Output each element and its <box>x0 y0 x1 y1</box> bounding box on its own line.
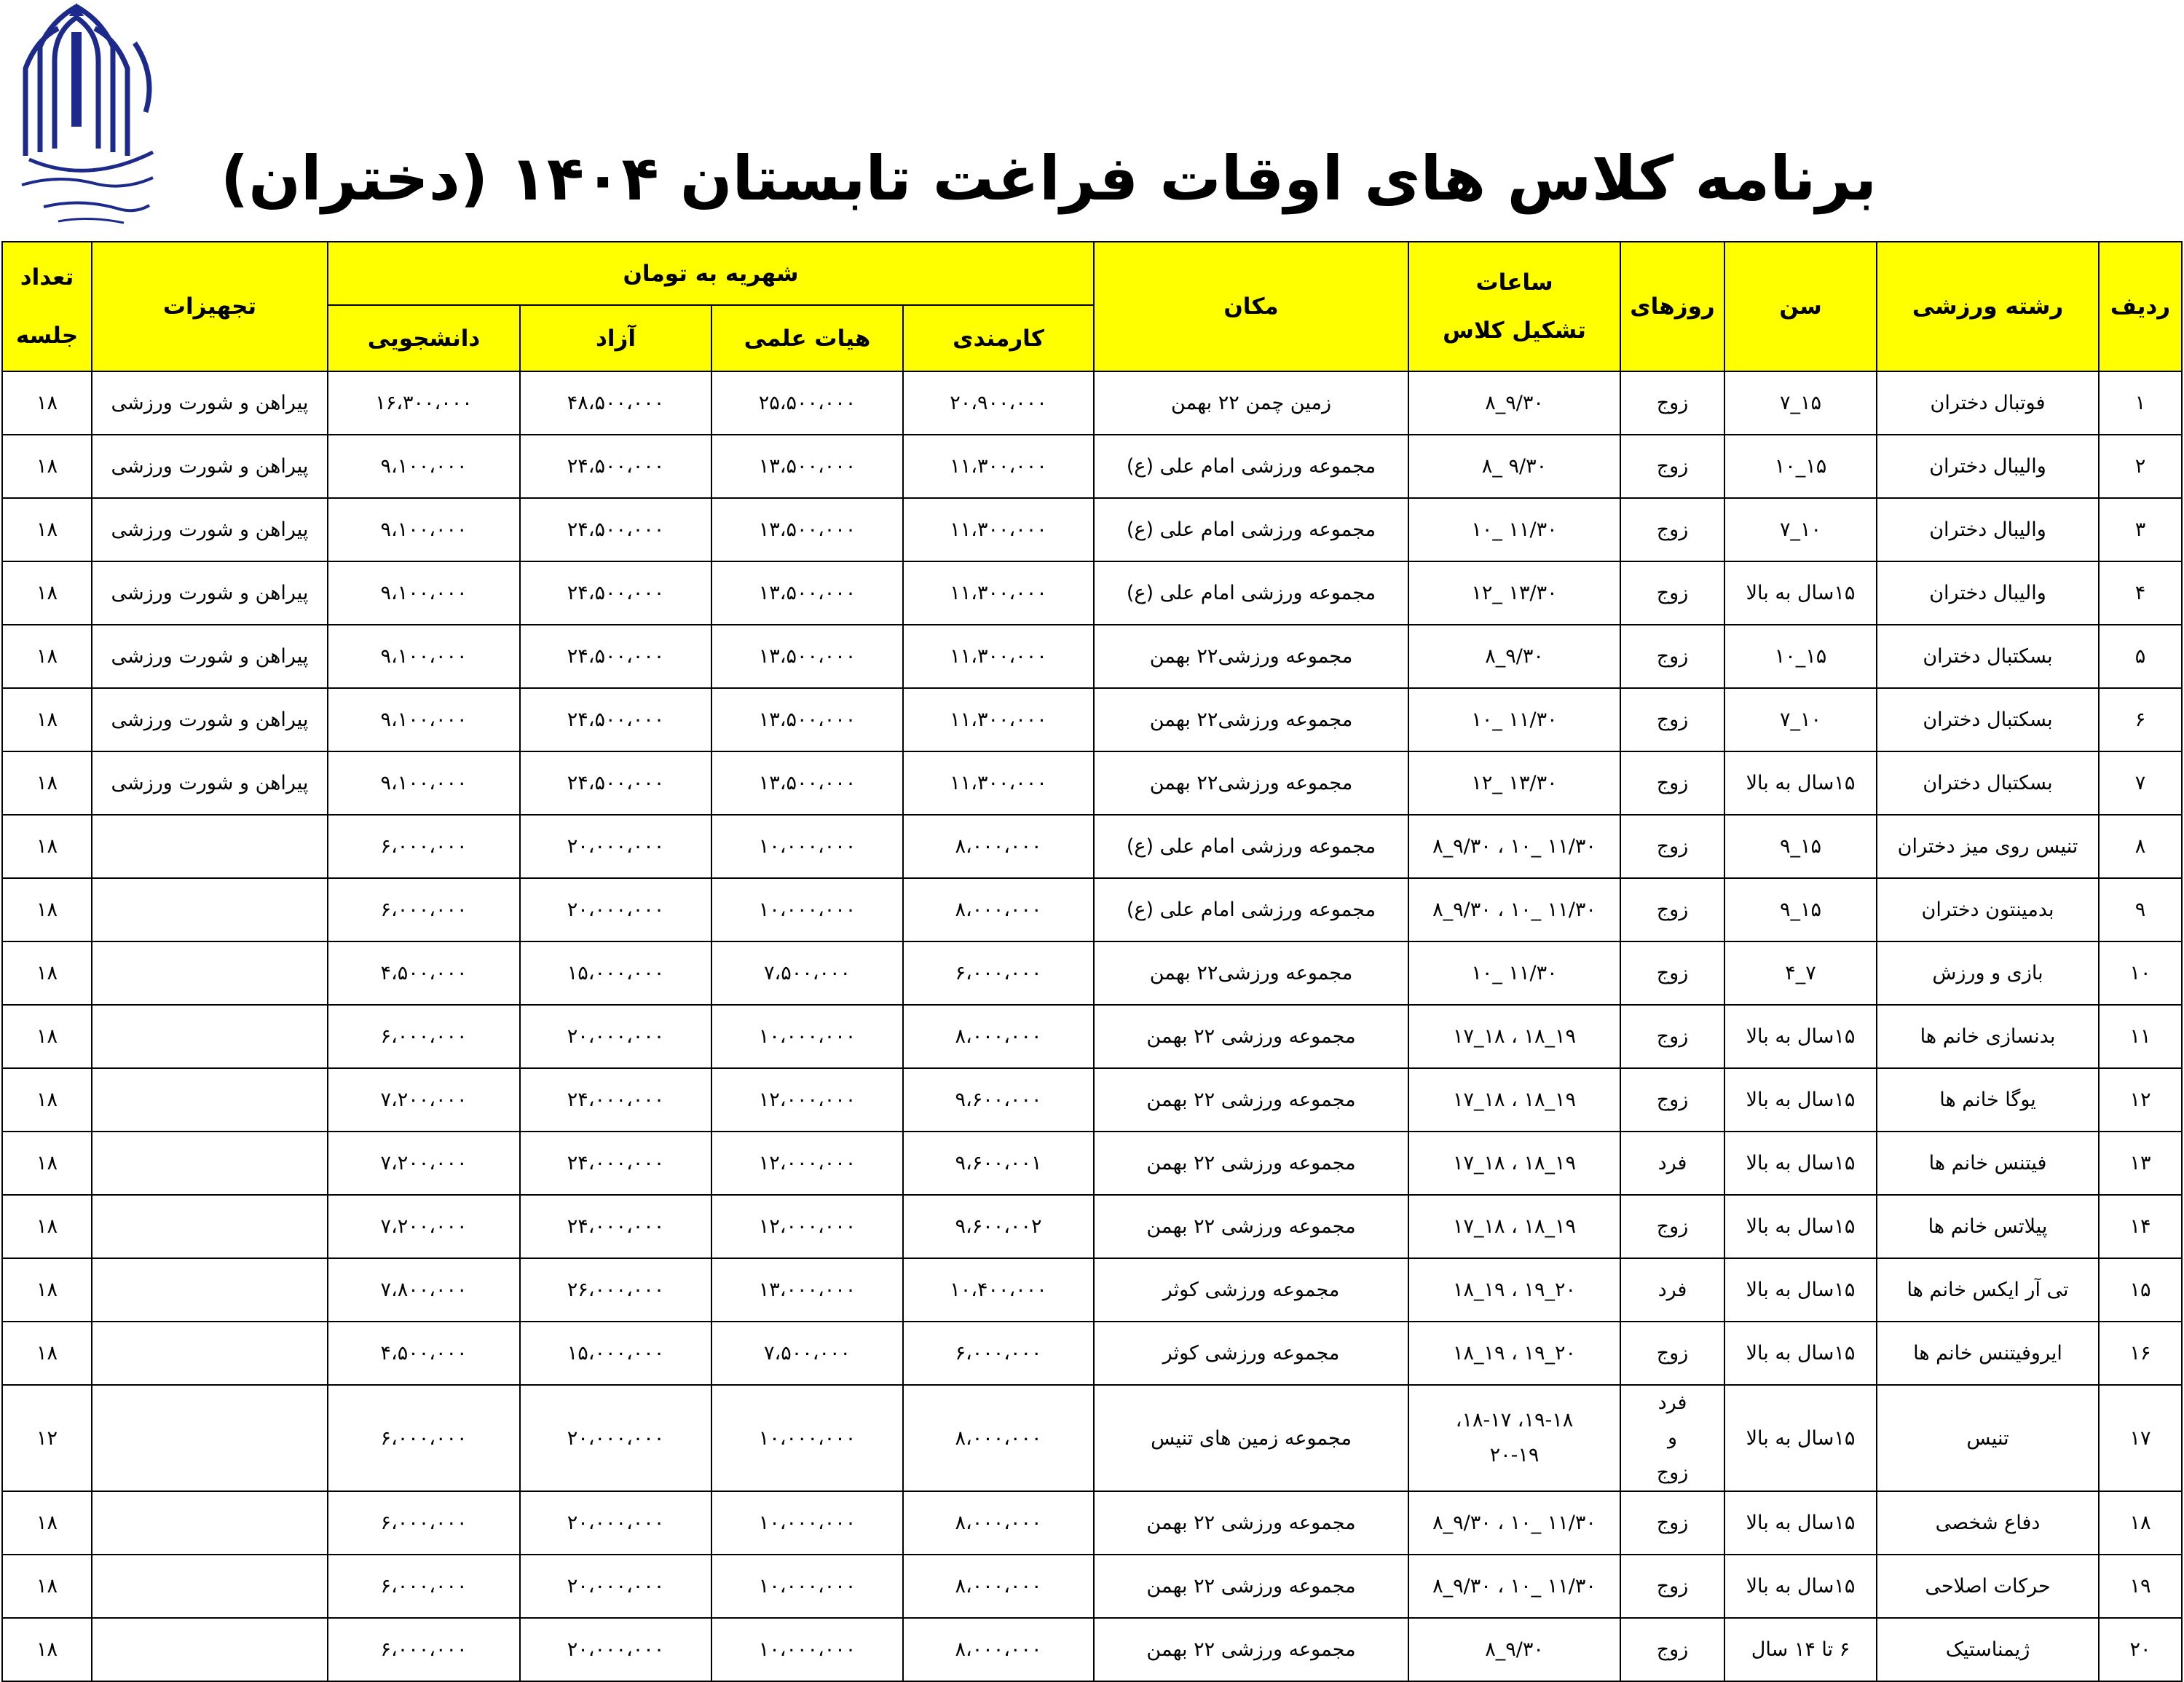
days-cell: زوج <box>1620 878 1724 941</box>
hours-cell: ۹/۳۰ _۸ <box>1408 435 1620 498</box>
row-number-cell: ۱۰ <box>2099 941 2182 1005</box>
row-number-cell: ۱۱ <box>2099 1005 2182 1068</box>
sessions-cell: ۱۸ <box>2 1491 92 1555</box>
fee-staff-cell: ۱۱،۳۰۰،۰۰۰ <box>903 498 1094 561</box>
place-cell: مجموعه ورزشی ۲۲ بهمن <box>1094 1555 1408 1618</box>
fee-faculty-cell: ۱۳،۵۰۰،۰۰۰ <box>711 688 903 751</box>
header-sport: رشته ورزشی <box>1877 242 2099 371</box>
header-fee-student: دانشجویی <box>328 305 520 371</box>
fee-student-cell: ۶،۰۰۰،۰۰۰ <box>328 1491 520 1555</box>
header-row <box>2 242 2182 305</box>
place-cell: مجموعه ورزشی کوثر <box>1094 1322 1408 1385</box>
fee-student-cell: ۴،۵۰۰،۰۰۰ <box>328 941 520 1005</box>
table-row <box>2 751 2182 815</box>
header-place: مکان <box>1094 242 1408 371</box>
table-row <box>2 1068 2182 1132</box>
header-fee-group: شهریه به تومان <box>328 242 1094 305</box>
fee-faculty-cell: ۱۰،۰۰۰،۰۰۰ <box>711 1555 903 1618</box>
fee-faculty-cell: ۱۳،۵۰۰،۰۰۰ <box>711 751 903 815</box>
days-cell: زوج <box>1620 1618 1724 1681</box>
table-row <box>2 625 2182 688</box>
place-cell: مجموعه ورزشی۲۲ بهمن <box>1094 625 1408 688</box>
sessions-cell: ۱۸ <box>2 498 92 561</box>
fee-student-cell: ۶،۰۰۰،۰۰۰ <box>328 1005 520 1068</box>
row-number-cell: ۵ <box>2099 625 2182 688</box>
hours-cell: ۲۰_۱۹ ، ۱۹_۱۸ <box>1408 1258 1620 1322</box>
sport-cell: فیتنس خانم ها <box>1877 1132 2099 1195</box>
table-row <box>2 1195 2182 1258</box>
header-sessions <box>2 242 92 371</box>
sessions-cell: ۱۸ <box>2 751 92 815</box>
days-cell: زوج <box>1620 561 1724 625</box>
row-number-cell: ۲۰ <box>2099 1618 2182 1681</box>
place-cell: مجموعه ورزشی کوثر <box>1094 1258 1408 1322</box>
fee-faculty-cell: ۱۰،۰۰۰،۰۰۰ <box>711 878 903 941</box>
fee-faculty-cell: ۱۳،۵۰۰،۰۰۰ <box>711 561 903 625</box>
fee-free-cell: ۲۰،۰۰۰،۰۰۰ <box>520 1385 711 1491</box>
fee-student-cell: ۷،۸۰۰،۰۰۰ <box>328 1258 520 1322</box>
days-cell: زوج <box>1620 688 1724 751</box>
equipment-cell <box>92 1385 328 1491</box>
fee-staff-cell: ۸،۰۰۰،۰۰۰ <box>903 1491 1094 1555</box>
table-row <box>2 1005 2182 1068</box>
age-cell: ۱۵سال به بالا <box>1724 1132 1877 1195</box>
fee-student-cell: ۹،۱۰۰،۰۰۰ <box>328 751 520 815</box>
row-number-cell: ۸ <box>2099 815 2182 878</box>
table-row <box>2 941 2182 1005</box>
equipment-cell <box>92 1618 328 1681</box>
fee-student-cell: ۶،۰۰۰،۰۰۰ <box>328 878 520 941</box>
fee-faculty-cell: ۷،۵۰۰،۰۰۰ <box>711 941 903 1005</box>
table-row <box>2 1132 2182 1195</box>
fee-free-cell: ۲۶،۰۰۰،۰۰۰ <box>520 1258 711 1322</box>
hours-cell: ۱۱/۳۰ _۱۰ <box>1408 941 1620 1005</box>
sessions-cell: ۱۸ <box>2 815 92 878</box>
age-cell: ۱۵سال به بالا <box>1724 1258 1877 1322</box>
sessions-cell: ۱۸ <box>2 1132 92 1195</box>
equipment-cell <box>92 815 328 878</box>
table-row <box>2 878 2182 941</box>
row-number-cell: ۱۶ <box>2099 1322 2182 1385</box>
place-cell: مجموعه ورزشی ۲۲ بهمن <box>1094 1491 1408 1555</box>
sessions-cell: ۱۸ <box>2 435 92 498</box>
fee-free-cell: ۲۴،۵۰۰،۰۰۰ <box>520 751 711 815</box>
fee-staff-cell: ۸،۰۰۰،۰۰۰ <box>903 1618 1094 1681</box>
table-row <box>2 498 2182 561</box>
row-number-cell: ۶ <box>2099 688 2182 751</box>
fee-student-cell: ۶،۰۰۰،۰۰۰ <box>328 1618 520 1681</box>
hours-cell: ۱۹_۱۸ ، ۱۸_۱۷ <box>1408 1132 1620 1195</box>
header-hours-label: ساعات تشکیل کلاس <box>1443 269 1586 344</box>
fee-faculty-cell: ۱۰،۰۰۰،۰۰۰ <box>711 1385 903 1491</box>
sport-cell: والیبال دختران <box>1877 561 2099 625</box>
fee-staff-cell: ۱۰،۴۰۰،۰۰۰ <box>903 1258 1094 1322</box>
sessions-cell: ۱۸ <box>2 625 92 688</box>
age-cell: ۱۵سال به بالا <box>1724 1491 1877 1555</box>
days-cell: زوج <box>1620 1068 1724 1132</box>
fee-free-cell: ۲۴،۵۰۰،۰۰۰ <box>520 688 711 751</box>
fee-free-cell: ۴۸،۵۰۰،۰۰۰ <box>520 371 711 435</box>
days-cell: زوج <box>1620 751 1724 815</box>
age-cell: ۱۵سال به بالا <box>1724 1322 1877 1385</box>
fee-free-cell: ۱۵،۰۰۰،۰۰۰ <box>520 941 711 1005</box>
days-cell: زوج <box>1620 498 1724 561</box>
sport-cell: تنیس <box>1877 1385 2099 1491</box>
age-cell: ۱۵سال به بالا <box>1724 751 1877 815</box>
equipment-cell: پیراهن و شورت ورزشی <box>92 498 328 561</box>
place-cell: مجموعه ورزشی ۲۲ بهمن <box>1094 1618 1408 1681</box>
age-cell: ۱۵سال به بالا <box>1724 1555 1877 1618</box>
fee-free-cell: ۲۰،۰۰۰،۰۰۰ <box>520 878 711 941</box>
sessions-cell: ۱۸ <box>2 688 92 751</box>
sport-cell: تی آر ایکس خانم ها <box>1877 1258 2099 1322</box>
days-cell: زوج <box>1620 371 1724 435</box>
fee-staff-cell: ۸،۰۰۰،۰۰۰ <box>903 1005 1094 1068</box>
sport-cell: یوگا خانم ها <box>1877 1068 2099 1132</box>
fee-student-cell: ۴،۵۰۰،۰۰۰ <box>328 1322 520 1385</box>
hours-cell: ۲۰_۱۹ ، ۱۹_۱۸ <box>1408 1322 1620 1385</box>
fee-staff-cell: ۹،۶۰۰،۰۰۲ <box>903 1195 1094 1258</box>
sport-cell: بدنسازی خانم ها <box>1877 1005 2099 1068</box>
equipment-cell <box>92 941 328 1005</box>
fee-faculty-cell: ۱۲،۰۰۰،۰۰۰ <box>711 1132 903 1195</box>
fee-student-cell: ۱۶،۳۰۰،۰۰۰ <box>328 371 520 435</box>
place-cell: مجموعه ورزشی۲۲ بهمن <box>1094 941 1408 1005</box>
fee-student-cell: ۹،۱۰۰،۰۰۰ <box>328 688 520 751</box>
sport-cell: پیلاتس خانم ها <box>1877 1195 2099 1258</box>
fee-free-cell: ۲۴،۵۰۰،۰۰۰ <box>520 625 711 688</box>
fee-staff-cell: ۲۰،۹۰۰،۰۰۰ <box>903 371 1094 435</box>
sport-cell: والیبال دختران <box>1877 435 2099 498</box>
days-cell: زوج <box>1620 625 1724 688</box>
place-cell: مجموعه ورزشی۲۲ بهمن <box>1094 688 1408 751</box>
row-number-cell: ۴ <box>2099 561 2182 625</box>
fee-student-cell: ۹،۱۰۰،۰۰۰ <box>328 625 520 688</box>
age-cell: ۱۰_۷ <box>1724 688 1877 751</box>
fee-student-cell: ۷،۲۰۰،۰۰۰ <box>328 1195 520 1258</box>
equipment-cell <box>92 1195 328 1258</box>
fee-staff-cell: ۹،۶۰۰،۰۰۱ <box>903 1132 1094 1195</box>
table-row <box>2 1618 2182 1681</box>
row-number-cell: ۱۹ <box>2099 1555 2182 1618</box>
days-cell: فرد <box>1620 1258 1724 1322</box>
days-cell: زوج <box>1620 1555 1724 1618</box>
header-fee-staff: کارمندی <box>903 305 1094 371</box>
fee-staff-cell: ۸،۰۰۰،۰۰۰ <box>903 1385 1094 1491</box>
header-sessions-line1: تعداد <box>20 264 74 291</box>
age-cell: ۶ تا ۱۴ سال <box>1724 1618 1877 1681</box>
sessions-cell: ۱۸ <box>2 941 92 1005</box>
fee-staff-cell: ۱۱،۳۰۰،۰۰۰ <box>903 435 1094 498</box>
fee-free-cell: ۲۰،۰۰۰،۰۰۰ <box>520 1491 711 1555</box>
fee-faculty-cell: ۱۰،۰۰۰،۰۰۰ <box>711 1491 903 1555</box>
sport-cell: بسکتبال دختران <box>1877 751 2099 815</box>
table-row <box>2 1491 2182 1555</box>
age-cell: ۱۵_۱۰ <box>1724 625 1877 688</box>
hours-cell: ۱۱/۳۰ _۱۰ ، ۹/۳۰_۸ <box>1408 815 1620 878</box>
place-cell: مجموعه ورزشی ۲۲ بهمن <box>1094 1005 1408 1068</box>
hours-cell: ۱۹-۱۸، ۱۸-۱۷، ۲۰-۱۹ <box>1408 1385 1620 1491</box>
header-fee-faculty: هیات علمی <box>711 305 903 371</box>
row-number-cell: ۱۸ <box>2099 1491 2182 1555</box>
equipment-cell <box>92 1258 328 1322</box>
sport-cell: ژیمناستیک <box>1877 1618 2099 1681</box>
age-cell: ۱۵سال به بالا <box>1724 1385 1877 1491</box>
sessions-cell: ۱۲ <box>2 1385 92 1491</box>
fee-faculty-cell: ۱۳،۰۰۰،۰۰۰ <box>711 1258 903 1322</box>
fee-student-cell: ۷،۲۰۰،۰۰۰ <box>328 1068 520 1132</box>
fee-student-cell: ۷،۲۰۰،۰۰۰ <box>328 1132 520 1195</box>
days-cell: زوج <box>1620 815 1724 878</box>
fee-free-cell: ۲۰،۰۰۰،۰۰۰ <box>520 1005 711 1068</box>
equipment-cell <box>92 1005 328 1068</box>
fee-faculty-cell: ۲۵،۵۰۰،۰۰۰ <box>711 371 903 435</box>
place-cell: مجموعه ورزشی ۲۲ بهمن <box>1094 1068 1408 1132</box>
row-number-cell: ۲ <box>2099 435 2182 498</box>
table-row <box>2 688 2182 751</box>
table-row <box>2 815 2182 878</box>
fee-staff-cell: ۱۱،۳۰۰،۰۰۰ <box>903 561 1094 625</box>
fee-staff-cell: ۸،۰۰۰،۰۰۰ <box>903 878 1094 941</box>
equipment-cell: پیراهن و شورت ورزشی <box>92 688 328 751</box>
equipment-cell <box>92 1555 328 1618</box>
sessions-cell: ۱۸ <box>2 1195 92 1258</box>
place-cell: مجموعه ورزشی۲۲ بهمن <box>1094 751 1408 815</box>
sport-cell: بسکتبال دختران <box>1877 625 2099 688</box>
sessions-cell: ۱۸ <box>2 1005 92 1068</box>
sport-cell: فوتبال دختران <box>1877 371 2099 435</box>
fee-faculty-cell: ۱۲،۰۰۰،۰۰۰ <box>711 1195 903 1258</box>
days-cell: زوج <box>1620 1491 1724 1555</box>
fee-faculty-cell: ۱۰،۰۰۰،۰۰۰ <box>711 1618 903 1681</box>
age-cell: ۱۵_۹ <box>1724 878 1877 941</box>
fee-free-cell: ۲۴،۰۰۰،۰۰۰ <box>520 1132 711 1195</box>
fee-student-cell: ۶،۰۰۰،۰۰۰ <box>328 1555 520 1618</box>
fee-staff-cell: ۹،۶۰۰،۰۰۰ <box>903 1068 1094 1132</box>
hours-cell: ۱۱/۳۰ _۱۰ <box>1408 688 1620 751</box>
university-logo <box>7 3 171 229</box>
header-age: سن <box>1724 242 1877 371</box>
row-number-cell: ۹ <box>2099 878 2182 941</box>
place-cell: مجموعه ورزشی امام علی (ع) <box>1094 561 1408 625</box>
fee-free-cell: ۲۴،۵۰۰،۰۰۰ <box>520 561 711 625</box>
sport-cell: والیبال دختران <box>1877 498 2099 561</box>
schedule-table <box>1 241 2183 1682</box>
fee-faculty-cell: ۷،۵۰۰،۰۰۰ <box>711 1322 903 1385</box>
fee-free-cell: ۲۰،۰۰۰،۰۰۰ <box>520 1555 711 1618</box>
fee-student-cell: ۶،۰۰۰،۰۰۰ <box>328 815 520 878</box>
hours-cell: ۱۱/۳۰ _۱۰ <box>1408 498 1620 561</box>
age-cell: ۷_۴ <box>1724 941 1877 1005</box>
schedule-body <box>2 371 2182 1681</box>
sport-cell: بدمینتون دختران <box>1877 878 2099 941</box>
table-row <box>2 1385 2182 1491</box>
fee-free-cell: ۲۴،۵۰۰،۰۰۰ <box>520 435 711 498</box>
equipment-cell: پیراهن و شورت ورزشی <box>92 561 328 625</box>
equipment-cell <box>92 1491 328 1555</box>
days-cell: زوج <box>1620 1005 1724 1068</box>
hours-cell: ۱۳/۳۰ _۱۲ <box>1408 561 1620 625</box>
age-cell: ۱۵سال به بالا <box>1724 561 1877 625</box>
fee-staff-cell: ۸،۰۰۰،۰۰۰ <box>903 815 1094 878</box>
sessions-cell: ۱۸ <box>2 1618 92 1681</box>
place-cell: مجموعه ورزشی امام علی (ع) <box>1094 878 1408 941</box>
hours-cell: ۱۱/۳۰ _۱۰ ، ۹/۳۰_۸ <box>1408 1555 1620 1618</box>
equipment-cell <box>92 1068 328 1132</box>
fee-free-cell: ۱۵،۰۰۰،۰۰۰ <box>520 1322 711 1385</box>
fee-staff-cell: ۱۱،۳۰۰،۰۰۰ <box>903 751 1094 815</box>
age-cell: ۱۵_۹ <box>1724 815 1877 878</box>
fee-staff-cell: ۱۱،۳۰۰،۰۰۰ <box>903 625 1094 688</box>
fee-faculty-cell: ۱۳،۵۰۰،۰۰۰ <box>711 625 903 688</box>
fee-student-cell: ۶،۰۰۰،۰۰۰ <box>328 1385 520 1491</box>
sessions-cell: ۱۸ <box>2 561 92 625</box>
row-number-cell: ۱۵ <box>2099 1258 2182 1322</box>
header-sessions-line2: جلسه <box>15 323 79 349</box>
days-cell: زوج <box>1620 941 1724 1005</box>
equipment-cell: پیراهن و شورت ورزشی <box>92 435 328 498</box>
fee-free-cell: ۲۴،۵۰۰،۰۰۰ <box>520 498 711 561</box>
equipment-cell <box>92 1322 328 1385</box>
header-hours <box>1408 242 1620 371</box>
header-equipment: تجهیزات <box>92 242 328 371</box>
place-cell: مجموعه ورزشی ۲۲ بهمن <box>1094 1132 1408 1195</box>
fee-faculty-cell: ۱۳،۵۰۰،۰۰۰ <box>711 435 903 498</box>
fee-student-cell: ۹،۱۰۰،۰۰۰ <box>328 498 520 561</box>
hours-cell: ۹/۳۰_۸ <box>1408 625 1620 688</box>
age-cell: ۱۰_۷ <box>1724 498 1877 561</box>
hours-cell: ۹/۳۰_۸ <box>1408 1618 1620 1681</box>
place-cell: مجموعه ورزشی امام علی (ع) <box>1094 498 1408 561</box>
sessions-cell: ۱۸ <box>2 1322 92 1385</box>
place-cell: مجموعه ورزشی امام علی (ع) <box>1094 815 1408 878</box>
sessions-cell: ۱۸ <box>2 371 92 435</box>
age-cell: ۱۵سال به بالا <box>1724 1005 1877 1068</box>
table-row <box>2 1322 2182 1385</box>
age-cell: ۱۵سال به بالا <box>1724 1068 1877 1132</box>
hours-cell: ۱۱/۳۰ _۱۰ ، ۹/۳۰_۸ <box>1408 878 1620 941</box>
header-fee-free: آزاد <box>520 305 711 371</box>
row-number-cell: ۱ <box>2099 371 2182 435</box>
sport-cell: ایروفیتنس خانم ها <box>1877 1322 2099 1385</box>
days-cell: فرد و زوج <box>1620 1385 1724 1491</box>
fee-free-cell: ۲۴،۰۰۰،۰۰۰ <box>520 1195 711 1258</box>
row-number-cell: ۱۴ <box>2099 1195 2182 1258</box>
fee-faculty-cell: ۱۰،۰۰۰،۰۰۰ <box>711 1005 903 1068</box>
fee-staff-cell: ۶،۰۰۰،۰۰۰ <box>903 941 1094 1005</box>
sessions-cell: ۱۸ <box>2 1258 92 1322</box>
equipment-cell: پیراهن و شورت ورزشی <box>92 371 328 435</box>
fee-free-cell: ۲۴،۰۰۰،۰۰۰ <box>520 1068 711 1132</box>
table-row <box>2 1555 2182 1618</box>
fee-free-cell: ۲۰،۰۰۰،۰۰۰ <box>520 815 711 878</box>
days-cell: فرد <box>1620 1132 1724 1195</box>
sport-cell: بسکتبال دختران <box>1877 688 2099 751</box>
age-cell: ۱۵_۷ <box>1724 371 1877 435</box>
table-row <box>2 561 2182 625</box>
table-row <box>2 435 2182 498</box>
table-row <box>2 1258 2182 1322</box>
fee-faculty-cell: ۱۳،۵۰۰،۰۰۰ <box>711 498 903 561</box>
sport-cell: تنیس روی میز دختران <box>1877 815 2099 878</box>
row-number-cell: ۱۳ <box>2099 1132 2182 1195</box>
place-cell: مجموعه زمین های تنیس <box>1094 1385 1408 1491</box>
fee-free-cell: ۲۰،۰۰۰،۰۰۰ <box>520 1618 711 1681</box>
equipment-cell: پیراهن و شورت ورزشی <box>92 625 328 688</box>
fee-staff-cell: ۸،۰۰۰،۰۰۰ <box>903 1555 1094 1618</box>
equipment-cell <box>92 1132 328 1195</box>
age-cell: ۱۵_۱۰ <box>1724 435 1877 498</box>
table-row <box>2 371 2182 435</box>
hours-cell: ۱۹_۱۸ ، ۱۸_۱۷ <box>1408 1005 1620 1068</box>
fee-student-cell: ۹،۱۰۰،۰۰۰ <box>328 435 520 498</box>
fee-student-cell: ۹،۱۰۰،۰۰۰ <box>328 561 520 625</box>
hours-cell: ۱۳/۳۰ _۱۲ <box>1408 751 1620 815</box>
header-row-number: ردیف <box>2099 242 2182 371</box>
row-number-cell: ۱۲ <box>2099 1068 2182 1132</box>
fee-faculty-cell: ۱۲،۰۰۰،۰۰۰ <box>711 1068 903 1132</box>
row-number-cell: ۳ <box>2099 498 2182 561</box>
sessions-cell: ۱۸ <box>2 1555 92 1618</box>
days-cell: زوج <box>1620 435 1724 498</box>
hours-cell: ۹/۳۰_۸ <box>1408 371 1620 435</box>
hours-cell: ۱۹_۱۸ ، ۱۸_۱۷ <box>1408 1068 1620 1132</box>
place-cell: مجموعه ورزشی ۲۲ بهمن <box>1094 1195 1408 1258</box>
fee-faculty-cell: ۱۰،۰۰۰،۰۰۰ <box>711 815 903 878</box>
row-number-cell: ۷ <box>2099 751 2182 815</box>
equipment-cell <box>92 878 328 941</box>
hours-cell: ۱۹_۱۸ ، ۱۸_۱۷ <box>1408 1195 1620 1258</box>
sessions-cell: ۱۸ <box>2 878 92 941</box>
hours-cell: ۱۱/۳۰ _۱۰ ، ۹/۳۰_۸ <box>1408 1491 1620 1555</box>
place-cell: مجموعه ورزشی امام علی (ع) <box>1094 435 1408 498</box>
sport-cell: دفاع شخصی <box>1877 1491 2099 1555</box>
header-days: روزهای <box>1620 242 1724 371</box>
sport-cell: بازی و ورزش <box>1877 941 2099 1005</box>
sport-cell: حرکات اصلاحی <box>1877 1555 2099 1618</box>
page-title: برنامه کلاس های اوقات فراغت تابستان ۱۴۰۴ (دختران) <box>220 143 1877 214</box>
age-cell: ۱۵سال به بالا <box>1724 1195 1877 1258</box>
days-cell: زوج <box>1620 1195 1724 1258</box>
days-cell: زوج <box>1620 1322 1724 1385</box>
equipment-cell: پیراهن و شورت ورزشی <box>92 751 328 815</box>
place-cell: زمین چمن ۲۲ بهمن <box>1094 371 1408 435</box>
university-logo-icon <box>7 3 171 229</box>
fee-staff-cell: ۱۱،۳۰۰،۰۰۰ <box>903 688 1094 751</box>
row-number-cell: ۱۷ <box>2099 1385 2182 1491</box>
sessions-cell: ۱۸ <box>2 1068 92 1132</box>
fee-staff-cell: ۶،۰۰۰،۰۰۰ <box>903 1322 1094 1385</box>
